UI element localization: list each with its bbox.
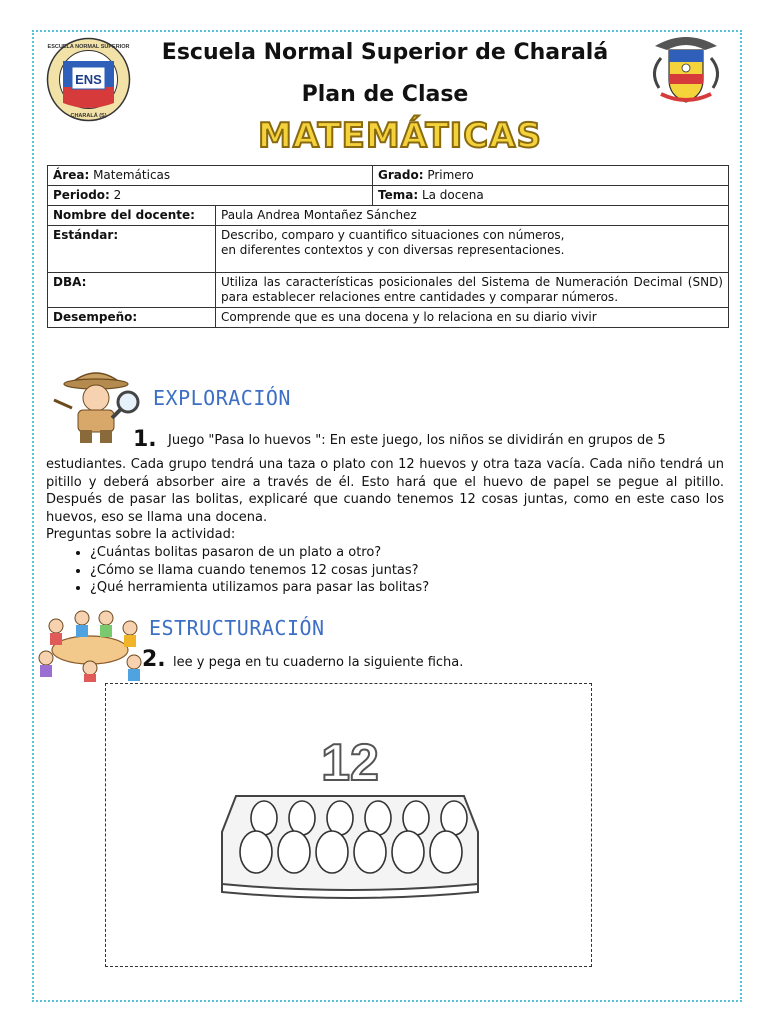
section-title-exploracion: EXPLORACIÓN (153, 386, 291, 410)
section-title-estructuracion: ESTRUCTURACIÓN (149, 616, 325, 640)
docente-value: Paula Andrea Montañez Sánchez (216, 206, 729, 226)
tema-label: Tema: (378, 188, 419, 202)
desempeno-value: Comprende que es una docena y lo relaciona en su diario vivir (216, 308, 729, 328)
desempeno-label: Desempeño: (48, 308, 216, 328)
subject-banner: MATEMÁTICAS (257, 116, 543, 156)
worksheet-content (106, 684, 591, 970)
dba-label: DBA: (48, 273, 216, 308)
row-periodo-tema (48, 186, 729, 206)
step-number-2: 2. (142, 647, 166, 672)
step-number-1: 1. (133, 427, 157, 452)
worksheet-box (105, 683, 592, 967)
logo-ring-bottom: CHARALÁ (S) (70, 113, 107, 119)
egg-icon (365, 801, 391, 835)
egg-icon (441, 801, 467, 835)
row-docente (48, 206, 729, 226)
logo-ring-top: ESCUELA NORMAL SUPERIOR (47, 44, 130, 50)
cell-estandar (216, 226, 729, 273)
egg-icon (392, 831, 424, 873)
periodo-label: Periodo: (53, 188, 110, 202)
question-item: • ¿Qué herramienta utilizamos para pasar las bolitas? (90, 579, 730, 597)
logo-initials: ENS (75, 72, 102, 87)
grado-label: Grado: (378, 168, 424, 182)
school-logo (46, 37, 131, 122)
egg-icon (316, 831, 348, 873)
docente-label: Nombre del docente: (48, 206, 216, 226)
questions-intro: Preguntas sobre la actividad: (46, 527, 236, 542)
estructuracion-instruction: lee y pega en tu cuaderno la siguiente ficha. (173, 655, 464, 670)
tema-value: La docena (418, 188, 484, 202)
cell-area (48, 166, 373, 186)
worksheet-number: 12 (321, 734, 379, 792)
row-desempeno (48, 308, 729, 328)
exploracion-paragraph: estudiantes. Cada grupo tendrá una taza o plato con 12 huevos y otra taza vacía. Cada niño tendrá un pitillo y deberá absorber aire a través de él. Esto hará que el huevo de papel se pegue al pitillo. Después de pasar las bolitas, explicaré que cuando tenemos 12 cosas juntas, como en este caso los huevos, eso se llama una docena. (46, 457, 724, 525)
exploracion-first-line: Juego "Pasa lo huevos ": En este juego, los niños se dividirán en grupos de 5 (168, 433, 666, 448)
coat-of-arms-icon (645, 32, 727, 110)
periodo-value: 2 (109, 188, 122, 202)
question-item: • ¿Cuántas bolitas pasaron de un plato a otro? (90, 544, 730, 562)
kids-group-icon (36, 606, 144, 682)
cell-tema (373, 186, 729, 206)
egg-icon (278, 831, 310, 873)
cell-grado (373, 166, 729, 186)
egg-icon (354, 831, 386, 873)
school-name: Escuela Normal Superior de Charalá (161, 40, 609, 65)
egg-icon (289, 801, 315, 835)
row-area-grado (48, 166, 729, 186)
egg-icon (240, 831, 272, 873)
estandar-label: Estándar: (48, 226, 216, 273)
estandar-line-1: Describo, comparo y cuantifico situaciones con números, (221, 228, 565, 242)
cell-periodo (48, 186, 373, 206)
estandar-line-2: en diferentes contextos y con diversas representaciones. (221, 243, 565, 257)
egg-carton-illustration (106, 684, 591, 966)
plan-title: Plan de Clase (301, 82, 469, 107)
question-item: • ¿Cómo se llama cuando tenemos 12 cosas juntas? (90, 562, 730, 580)
egg-icon (430, 831, 462, 873)
egg-icon (251, 801, 277, 835)
egg-icon (403, 801, 429, 835)
grado-value: Primero (423, 168, 474, 182)
row-estandar (48, 226, 729, 273)
egg-icon (327, 801, 353, 835)
area-label: Área: (53, 168, 90, 182)
area-value: Matemáticas (89, 168, 171, 182)
lesson-info-table (47, 165, 729, 328)
dba-value: Utiliza las características posicionales del Sistema de Numeración Decimal (SND) para establecer relaciones entre cantidades y comparar números. (216, 273, 729, 308)
questions-list (46, 544, 730, 597)
row-dba (48, 273, 729, 308)
